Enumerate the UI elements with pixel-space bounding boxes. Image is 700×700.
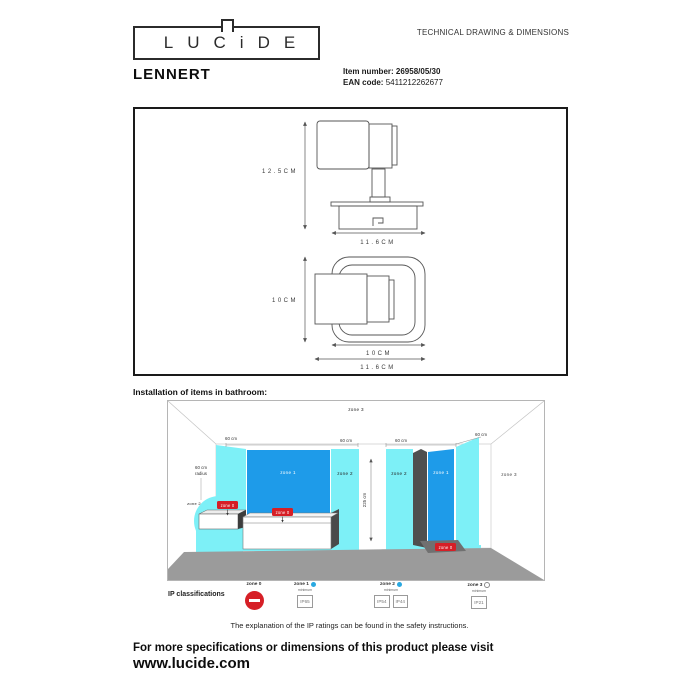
- sink-top: [199, 510, 246, 514]
- lucide-logo: [133, 26, 320, 60]
- side-width-label: 11.6CM: [360, 240, 396, 246]
- footer-text: For more specifications or dimensions of this product please visit: [133, 642, 494, 654]
- bathroom-floor: [168, 548, 544, 580]
- ceiling-edge-left: [168, 401, 216, 444]
- ean-value: 5411212262677: [385, 78, 443, 87]
- top-view-drawing: [272, 257, 425, 371]
- zone2-right-region: [386, 449, 413, 550]
- stem-foot: [370, 197, 390, 202]
- ip54-rating-box: IP54: [374, 595, 389, 608]
- zone1-dot-icon: [311, 582, 316, 587]
- lamp-head-top-ring: [367, 276, 389, 322]
- bathtub-front: [243, 517, 331, 549]
- website-link[interactable]: www.lucide.com: [133, 655, 250, 672]
- lamp-head-tip: [392, 126, 397, 165]
- zone0-badge-shower: [435, 543, 456, 551]
- svg-text:zone 0: zone 0: [275, 510, 290, 515]
- ean-row: [343, 77, 443, 88]
- zone1-shower-label: zone 1: [433, 470, 449, 475]
- bathroom-zones-diagram: [167, 400, 545, 581]
- legend-zone3-name: zone 3: [467, 582, 483, 588]
- shower-panel: [413, 449, 427, 548]
- zone1-bathtub-region: [247, 450, 330, 515]
- ip44-rating-box: IP44: [393, 595, 408, 608]
- room-height-label: 225 cm: [362, 492, 367, 508]
- ean-label: EAN code:: [343, 78, 384, 87]
- base-box: [339, 206, 417, 229]
- dim60-label-4: 60 cm: [475, 432, 487, 437]
- sink-front: [199, 514, 238, 529]
- technical-drawing-panel: [133, 107, 568, 376]
- legend-zone0-name: zone 0: [246, 582, 262, 587]
- item-number-value: 26958/05/30: [395, 67, 441, 76]
- ceiling-zone3-label: zone 3: [348, 407, 364, 412]
- legend-zone3: [461, 582, 497, 609]
- zone2-corner-strip: [456, 437, 479, 548]
- zone2-sink-label: zone 2: [187, 501, 201, 506]
- svg-text:zone 0: zone 0: [220, 503, 235, 508]
- legend-zone3-minimum: minimum: [471, 589, 487, 593]
- lamp-head-top-body: [315, 274, 367, 324]
- svg-text:zone 0: zone 0: [438, 545, 453, 550]
- zone2-right-label: zone 2: [391, 471, 407, 476]
- lamp-stem: [372, 169, 385, 197]
- cable-hook-detail: [373, 218, 383, 226]
- legend-zone1: [287, 582, 323, 608]
- legend-zone0: [236, 582, 272, 610]
- ip-classifications-title: IP classifications: [168, 591, 225, 598]
- outer-width-label: 11.6CM: [360, 365, 396, 371]
- logo-pendant-notch: [221, 19, 234, 32]
- inner-width-label: 10CM: [365, 351, 393, 357]
- legend-zone1-name: zone 1: [294, 582, 309, 587]
- logo-letters: LUCiDE: [163, 33, 310, 52]
- ip-ratings-note: The explanation of the IP ratings can be found in the safety instructions.: [230, 621, 469, 630]
- legend-zone2-name: zone 2: [380, 582, 395, 587]
- dim60-label-3: 60 cm: [395, 438, 407, 443]
- zone3-wall-label: zone 3: [501, 472, 517, 477]
- legend-zone1-minimum: minimum: [297, 588, 313, 592]
- document-title: TECHNICAL DRAWING & DIMENSIONS: [416, 28, 569, 37]
- mount-plate: [331, 202, 423, 206]
- product-name: LENNERT: [133, 66, 211, 83]
- zone1-shower-region: [428, 449, 454, 548]
- item-number-label: Item number:: [343, 67, 394, 76]
- radius-label-1: 60 cm: [195, 465, 207, 470]
- zone3-ring-icon: [484, 582, 490, 588]
- ip21-rating-box: IP21: [471, 596, 486, 609]
- top-height-label: 10CM: [271, 298, 298, 304]
- lamp-head-top-tip: [389, 280, 394, 319]
- legend-zone2: [369, 582, 413, 608]
- side-height-label: 12.5CM: [261, 169, 298, 175]
- bathroom-diagram-svg: [168, 401, 544, 580]
- side-view-drawing: [262, 121, 425, 246]
- legend-zone2-minimum: minimum: [383, 588, 399, 592]
- zone2-left-label: zone 2: [337, 471, 353, 476]
- lamp-head-body: [317, 121, 369, 169]
- zone2-dot-icon: [397, 582, 402, 587]
- radius-label-2: radius: [195, 471, 207, 476]
- no-entry-icon: [245, 591, 264, 610]
- zone1-left-label: zone 1: [280, 470, 296, 475]
- ip65-rating-box: IP65: [297, 595, 312, 608]
- ceiling-edge-right: [491, 401, 544, 444]
- dim60-label-2: 60 cm: [340, 438, 352, 443]
- dim60-label-1: 60 cm: [225, 436, 237, 441]
- item-number-row: [343, 66, 443, 77]
- product-codes: [343, 66, 443, 88]
- technical-drawing-svg: [135, 109, 566, 374]
- lamp-head-ring: [369, 124, 392, 168]
- bathroom-section-title: Installation of items in bathroom:: [133, 387, 268, 397]
